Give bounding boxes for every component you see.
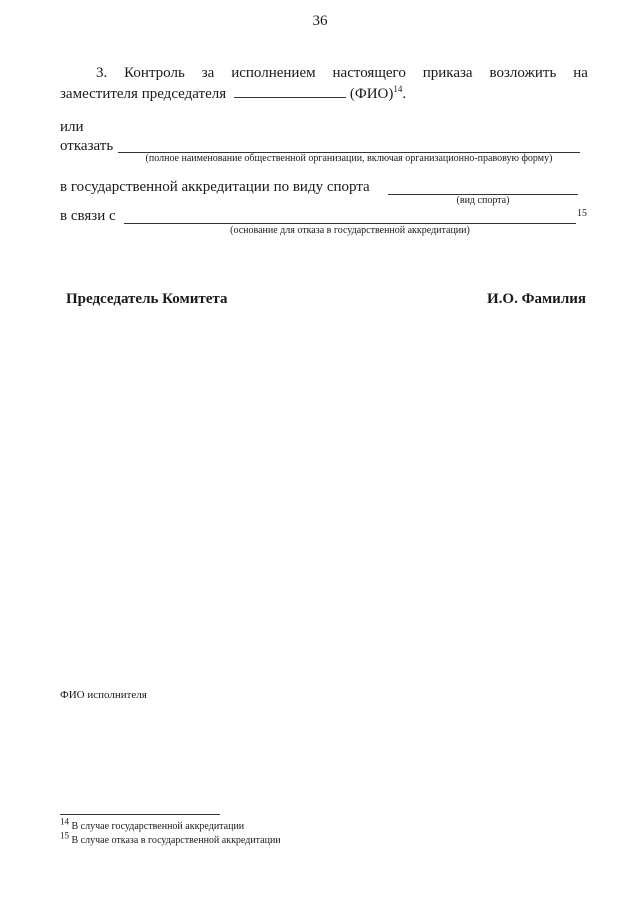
refuse-label: отказать	[60, 138, 114, 154]
control-paragraph-line1	[60, 63, 588, 83]
or-label: или	[60, 119, 84, 135]
reason-label: в связи с	[60, 208, 116, 224]
accreditation-label: в государственной аккредитации по виду спорта	[60, 179, 370, 195]
organization-caption: (полное наименование общественной организации, включая организационно-правовую форму)	[145, 153, 553, 164]
reason-blank	[124, 223, 576, 224]
footnote-text: В случае отказа в государственной аккредитации	[71, 835, 281, 846]
control-paragraph-line2	[60, 83, 588, 104]
deputy-name-blank	[234, 83, 346, 98]
reason-caption: (основание для отказа в государственной аккредитации)	[230, 225, 470, 236]
footnote-ref-14: 14	[393, 84, 403, 94]
footnote-15	[60, 830, 281, 846]
signature-name: И.О. Фамилия	[486, 291, 586, 307]
word: на	[573, 65, 588, 81]
signature-position: Председатель Комитета	[66, 291, 228, 307]
word: приказа	[422, 65, 473, 81]
footnote-14	[60, 816, 245, 832]
control-paragraph	[60, 63, 588, 104]
word: Контроль	[124, 65, 185, 81]
footnote-number: 14	[60, 816, 69, 827]
sport-type-caption: (вид спорта)	[456, 195, 510, 206]
footnote-number: 15	[60, 830, 69, 841]
page-number: 36	[312, 13, 328, 29]
fio-label: (ФИО)	[349, 86, 394, 102]
footnote-separator	[60, 814, 220, 815]
deputy-label: заместителя председателя	[60, 86, 227, 102]
footnote-ref-15: 15	[577, 208, 587, 219]
word: настоящего	[332, 65, 406, 81]
word: 3.	[96, 65, 108, 81]
word: возложить	[489, 65, 557, 81]
word: за	[201, 65, 215, 81]
period: .	[402, 86, 407, 102]
word: исполнением	[231, 65, 316, 81]
executor-label: ФИО исполнителя	[60, 689, 147, 701]
footnote-text: В случае государственной аккредитации	[71, 821, 245, 832]
